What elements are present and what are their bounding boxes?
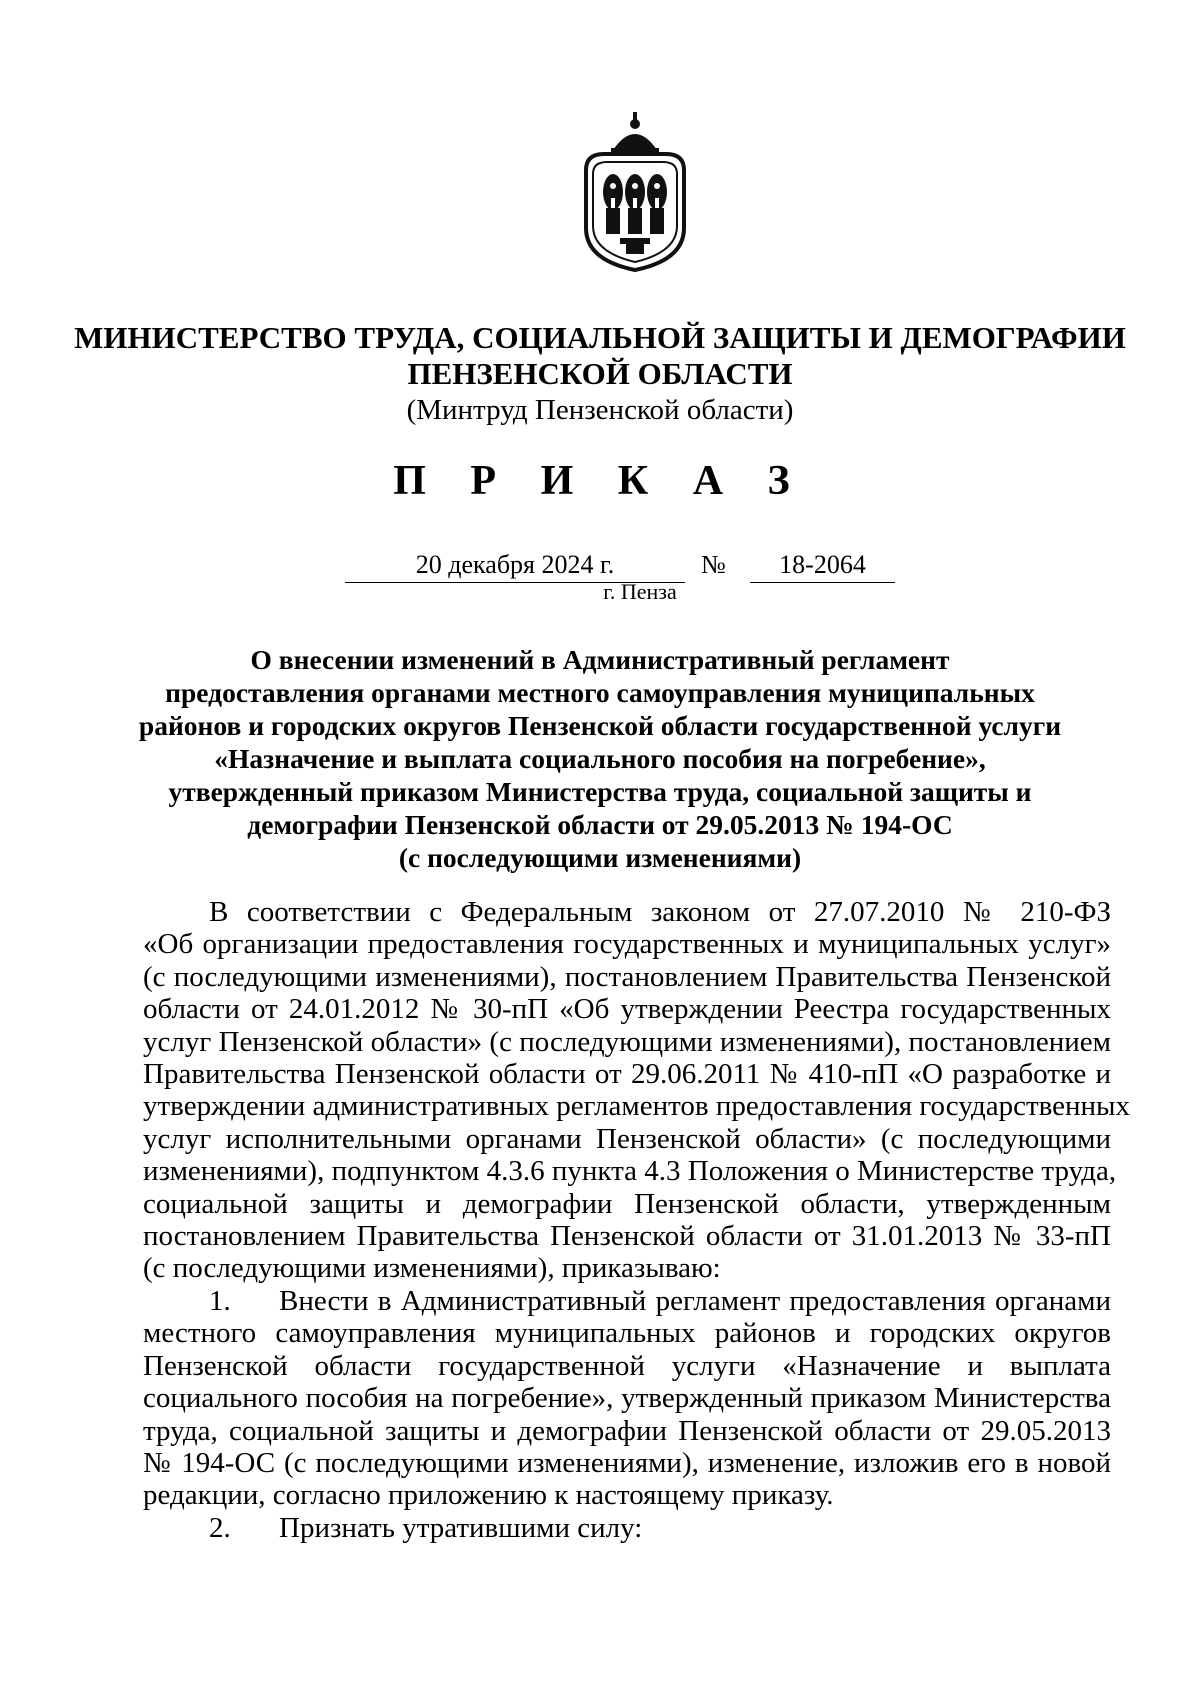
list-item-1-number: 1. [209, 1284, 231, 1317]
preamble-line: социальной защиты и демографии Пензенской области, утвержденным [143, 1187, 1111, 1220]
document-type-title: П Р И К А З [393, 458, 807, 504]
preamble-line: (с последующими изменениями), постановлением Правительства Пензенской [143, 960, 1111, 993]
title-line: утвержденный приказом Министерства труда, социальной защиты и [168, 776, 1032, 807]
ministry-short-name: (Минтруд Пензенской области) [406, 394, 794, 426]
preamble-line: услуг Пензенской области» (с последующими изменениями), постановлением [143, 1025, 1111, 1058]
list-item-1-first-line: Внести в Административный регламент предоставления органами [279, 1284, 1111, 1317]
list-item-1-line: Пензенской области государственной услуги «Назначение и выплата [143, 1349, 1111, 1382]
title-line: «Назначение и выплата социального пособия на погребение», [214, 743, 986, 774]
list-item-2-number: 2. [209, 1511, 231, 1544]
preamble-line: (с последующими изменениями), приказываю: [143, 1252, 721, 1285]
coat-of-arms-emblem [580, 110, 690, 272]
order-body [143, 896, 1131, 1544]
preamble-line: «Об организации предоставления государственных и муниципальных услуг» [143, 928, 1111, 961]
order-subject-title [0, 643, 1200, 874]
ministry-name-line2: ПЕНЗЕНСКОЙ ОБЛАСТИ [407, 356, 793, 391]
title-line: предоставления органами местного самоуправления муниципальных [165, 677, 1035, 708]
list-item-1 [143, 1285, 1111, 1317]
title-line: О внесении изменений в Административный регламент [250, 644, 950, 675]
list-item-1-line: местного самоуправления муниципальных районов и городских округов [143, 1317, 1111, 1350]
order-date: 20 декабря 2024 г. [345, 548, 685, 583]
list-item-2-text: Признать утратившими силу: [279, 1511, 643, 1544]
list-item-1-line: № 194-ОС (с последующими изменениями), изменение, изложив его в новой [143, 1446, 1111, 1479]
ministry-name-line1: МИНИСТЕРСТВО ТРУДА, СОЦИАЛЬНОЙ ЗАЩИТЫ И ДЕМОГРАФИИ [74, 320, 1126, 355]
order-number: 18-2064 [750, 548, 895, 583]
number-sign: № [701, 550, 726, 579]
list-item-1-line: редакции, согласно приложению к настоящему приказу. [143, 1479, 834, 1512]
title-line: (с последующими изменениями) [398, 842, 802, 873]
list-item-1-line: социального пособия на погребение», утвержденный приказом Министерства [143, 1382, 1111, 1415]
preamble-line: изменениями), подпунктом 4.3.6 пункта 4.3 Положения о Министерстве труда, [143, 1155, 1117, 1188]
preamble-line: постановлением Правительства Пензенской области от 31.01.2013 № 33-пП [143, 1220, 1111, 1253]
preamble-line: утверждении административных регламентов предоставления государственных [143, 1090, 1131, 1123]
ministry-name [0, 320, 1200, 392]
preamble-line: Правительства Пензенской области от 29.06.2011 № 410-пП «О разработке и [143, 1058, 1111, 1091]
preamble-line: услуг исполнительными органами Пензенской области» (с последующими [143, 1122, 1111, 1155]
list-item-1-line: труда, социальной защиты и демографии Пензенской области от 29.05.2013 [143, 1414, 1111, 1447]
preamble-line: В соответствии с Федеральным законом от 27.07.2010 № 210-ФЗ [209, 896, 1111, 928]
title-line: демографии Пензенской области от 29.05.2013 № 194-ОС [247, 809, 953, 840]
preamble-line: области от 24.01.2012 № 30-пП «Об утверждении Реестра государственных [143, 993, 1111, 1026]
title-line: районов и городских округов Пензенской области государственной услуги [138, 710, 1062, 741]
order-city: г. Пенза [603, 579, 677, 604]
list-item-2 [143, 1512, 1111, 1544]
